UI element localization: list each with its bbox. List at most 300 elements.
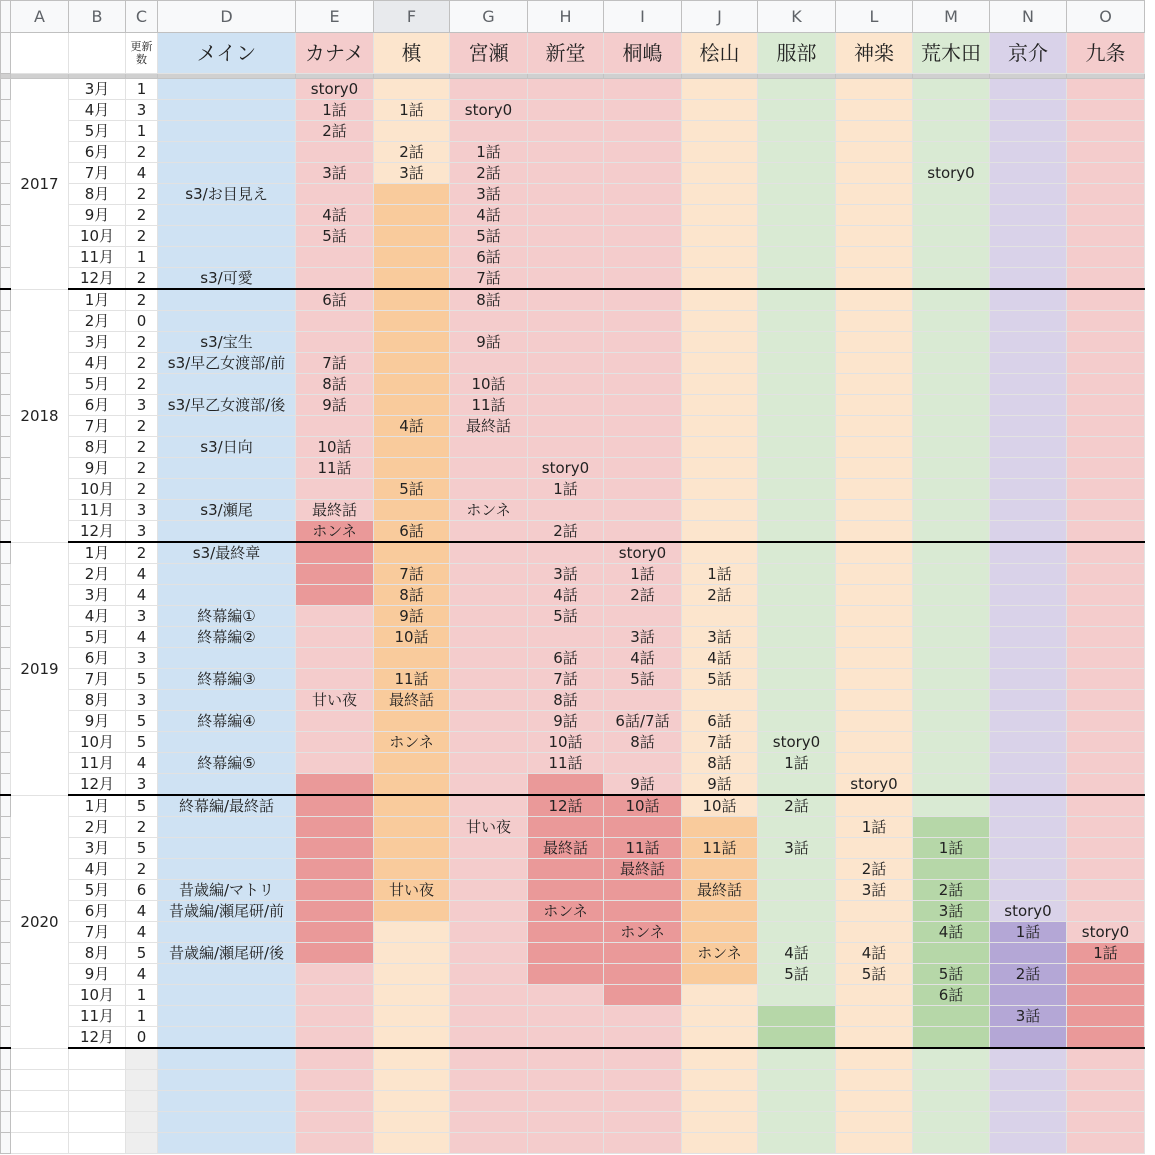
episode-cell[interactable]: [450, 774, 528, 796]
episode-cell[interactable]: [990, 732, 1067, 753]
main-story-cell[interactable]: [158, 774, 296, 796]
episode-cell[interactable]: [990, 585, 1067, 606]
update-count-cell[interactable]: 2: [126, 542, 158, 564]
episode-cell[interactable]: [528, 268, 604, 290]
episode-cell[interactable]: [682, 226, 758, 247]
blank-cell[interactable]: [758, 1133, 836, 1154]
month-cell[interactable]: 9月: [69, 458, 126, 479]
episode-cell[interactable]: 2話: [528, 521, 604, 543]
episode-cell[interactable]: 最終話: [296, 500, 374, 521]
blank-cell[interactable]: [450, 1048, 528, 1070]
episode-cell[interactable]: [990, 669, 1067, 690]
update-count-cell[interactable]: 5: [126, 669, 158, 690]
month-cell[interactable]: 3月: [69, 79, 126, 100]
episode-cell[interactable]: 5話: [296, 226, 374, 247]
episode-cell[interactable]: [682, 289, 758, 311]
main-story-cell[interactable]: [158, 985, 296, 1006]
episode-cell[interactable]: 6話: [296, 289, 374, 311]
update-count-cell[interactable]: 3: [126, 500, 158, 521]
episode-cell[interactable]: [836, 395, 913, 416]
month-cell[interactable]: 5月: [69, 627, 126, 648]
main-story-cell[interactable]: [158, 79, 296, 100]
episode-cell[interactable]: ホンネ: [604, 922, 682, 943]
month-cell[interactable]: 3月: [69, 332, 126, 353]
episode-cell[interactable]: 5話: [604, 669, 682, 690]
episode-cell[interactable]: [604, 79, 682, 100]
episode-cell[interactable]: [604, 353, 682, 374]
episode-cell[interactable]: [528, 1027, 604, 1049]
main-story-cell[interactable]: [158, 564, 296, 585]
blank-cell[interactable]: [682, 1112, 758, 1133]
episode-cell[interactable]: [682, 859, 758, 880]
episode-cell[interactable]: 最終話: [682, 880, 758, 901]
column-header-d[interactable]: D: [158, 1, 296, 33]
episode-cell[interactable]: [913, 247, 990, 268]
episode-cell[interactable]: [1067, 395, 1145, 416]
episode-cell[interactable]: [1067, 964, 1145, 985]
row-header[interactable]: [1, 774, 11, 796]
blank-cell[interactable]: [296, 1091, 374, 1112]
episode-cell[interactable]: [374, 226, 450, 247]
episode-cell[interactable]: 2話: [374, 142, 450, 163]
episode-cell[interactable]: story0: [1067, 922, 1145, 943]
episode-cell[interactable]: [990, 79, 1067, 100]
episode-cell[interactable]: 10話: [604, 795, 682, 817]
blank-cell[interactable]: [69, 1070, 126, 1091]
episode-cell[interactable]: [836, 437, 913, 458]
episode-cell[interactable]: [296, 964, 374, 985]
blank-cell[interactable]: [913, 1133, 990, 1154]
episode-cell[interactable]: [604, 226, 682, 247]
episode-cell[interactable]: [450, 964, 528, 985]
episode-cell[interactable]: [296, 711, 374, 732]
main-story-cell[interactable]: [158, 585, 296, 606]
update-count-cell[interactable]: 2: [126, 289, 158, 311]
episode-cell[interactable]: 8話: [296, 374, 374, 395]
month-cell[interactable]: 5月: [69, 880, 126, 901]
row-header[interactable]: [1, 521, 11, 543]
episode-cell[interactable]: [682, 184, 758, 205]
episode-cell[interactable]: [450, 1006, 528, 1027]
month-cell[interactable]: 11月: [69, 1006, 126, 1027]
episode-cell[interactable]: [528, 226, 604, 247]
episode-cell[interactable]: [528, 880, 604, 901]
episode-cell[interactable]: [913, 521, 990, 543]
row-header[interactable]: [1, 669, 11, 690]
episode-cell[interactable]: [604, 374, 682, 395]
episode-cell[interactable]: [758, 416, 836, 437]
episode-cell[interactable]: [682, 1027, 758, 1049]
episode-cell[interactable]: [990, 943, 1067, 964]
episode-cell[interactable]: [758, 268, 836, 290]
episode-cell[interactable]: [296, 732, 374, 753]
episode-cell[interactable]: [450, 711, 528, 732]
episode-cell[interactable]: [296, 774, 374, 796]
episode-cell[interactable]: [913, 753, 990, 774]
row-header[interactable]: [1, 648, 11, 669]
month-cell[interactable]: 12月: [69, 1027, 126, 1049]
episode-cell[interactable]: [1067, 985, 1145, 1006]
episode-cell[interactable]: 4話: [528, 585, 604, 606]
episode-cell[interactable]: [682, 268, 758, 290]
episode-cell[interactable]: [836, 1027, 913, 1049]
episode-cell[interactable]: [450, 121, 528, 142]
blank-cell[interactable]: [604, 1112, 682, 1133]
row-header[interactable]: [1, 964, 11, 985]
blank-cell[interactable]: [990, 1133, 1067, 1154]
update-count-header[interactable]: [126, 33, 158, 74]
blank-cell[interactable]: [11, 1091, 69, 1112]
month-cell[interactable]: 12月: [69, 521, 126, 543]
blank-cell[interactable]: [528, 1070, 604, 1091]
episode-cell[interactable]: [990, 795, 1067, 817]
episode-cell[interactable]: [836, 416, 913, 437]
column-header-j[interactable]: J: [682, 1, 758, 33]
episode-cell[interactable]: 3話: [836, 880, 913, 901]
episode-cell[interactable]: [913, 564, 990, 585]
episode-cell[interactable]: [1067, 753, 1145, 774]
episode-cell[interactable]: [374, 332, 450, 353]
episode-cell[interactable]: [528, 184, 604, 205]
episode-cell[interactable]: 最終話: [528, 838, 604, 859]
episode-cell[interactable]: 8話: [604, 732, 682, 753]
episode-cell[interactable]: [1067, 648, 1145, 669]
blank-cell[interactable]: [296, 1133, 374, 1154]
month-header-cell[interactable]: [69, 33, 126, 74]
episode-cell[interactable]: 5話: [836, 964, 913, 985]
row-header[interactable]: [1, 332, 11, 353]
episode-cell[interactable]: 2話: [913, 880, 990, 901]
episode-cell[interactable]: 6話: [682, 711, 758, 732]
episode-cell[interactable]: [990, 353, 1067, 374]
episode-cell[interactable]: [836, 542, 913, 564]
episode-cell[interactable]: ホンネ: [374, 732, 450, 753]
row-header[interactable]: [1, 479, 11, 500]
update-count-cell[interactable]: 1: [126, 985, 158, 1006]
main-story-cell[interactable]: [158, 121, 296, 142]
episode-cell[interactable]: [374, 774, 450, 796]
episode-cell[interactable]: [296, 142, 374, 163]
episode-cell[interactable]: story0: [758, 732, 836, 753]
episode-cell[interactable]: [758, 542, 836, 564]
episode-cell[interactable]: [528, 332, 604, 353]
episode-cell[interactable]: [758, 901, 836, 922]
episode-cell[interactable]: [990, 521, 1067, 543]
month-cell[interactable]: 1月: [69, 795, 126, 817]
main-story-cell[interactable]: [158, 205, 296, 226]
episode-cell[interactable]: 12話: [528, 795, 604, 817]
episode-cell[interactable]: [604, 184, 682, 205]
episode-cell[interactable]: 11話: [604, 838, 682, 859]
episode-cell[interactable]: [374, 648, 450, 669]
episode-cell[interactable]: 8話: [528, 690, 604, 711]
month-cell[interactable]: 8月: [69, 943, 126, 964]
row-header[interactable]: [1, 311, 11, 332]
update-count-cell[interactable]: 2: [126, 859, 158, 880]
episode-cell[interactable]: [604, 311, 682, 332]
episode-cell[interactable]: [296, 859, 374, 880]
episode-cell[interactable]: 11話: [528, 753, 604, 774]
blank-cell[interactable]: [11, 1070, 69, 1091]
character-header[interactable]: 京介: [990, 33, 1067, 74]
episode-cell[interactable]: [913, 1027, 990, 1049]
main-story-cell[interactable]: s3/お目見え: [158, 184, 296, 205]
month-cell[interactable]: 6月: [69, 901, 126, 922]
episode-cell[interactable]: [528, 964, 604, 985]
episode-cell[interactable]: [528, 205, 604, 226]
episode-cell[interactable]: [758, 142, 836, 163]
episode-cell[interactable]: [604, 247, 682, 268]
episode-cell[interactable]: [604, 753, 682, 774]
episode-cell[interactable]: [758, 374, 836, 395]
episode-cell[interactable]: [682, 458, 758, 479]
episode-cell[interactable]: [1067, 268, 1145, 290]
main-story-cell[interactable]: [158, 142, 296, 163]
episode-cell[interactable]: [836, 121, 913, 142]
episode-cell[interactable]: [604, 458, 682, 479]
episode-cell[interactable]: [990, 395, 1067, 416]
episode-cell[interactable]: [836, 332, 913, 353]
episode-cell[interactable]: [682, 964, 758, 985]
update-count-cell[interactable]: 5: [126, 732, 158, 753]
episode-cell[interactable]: [990, 859, 1067, 880]
blank-cell[interactable]: [374, 1070, 450, 1091]
episode-cell[interactable]: [296, 311, 374, 332]
row-header[interactable]: [1, 437, 11, 458]
episode-cell[interactable]: 11話: [374, 669, 450, 690]
update-count-cell[interactable]: 1: [126, 247, 158, 268]
blank-cell[interactable]: [758, 1091, 836, 1112]
episode-cell[interactable]: [682, 606, 758, 627]
episode-cell[interactable]: [990, 1027, 1067, 1049]
month-cell[interactable]: 8月: [69, 184, 126, 205]
episode-cell[interactable]: [1067, 163, 1145, 184]
episode-cell[interactable]: 3話: [913, 901, 990, 922]
main-story-cell[interactable]: s3/日向: [158, 437, 296, 458]
episode-cell[interactable]: [836, 711, 913, 732]
episode-cell[interactable]: [374, 395, 450, 416]
episode-cell[interactable]: [1067, 100, 1145, 121]
episode-cell[interactable]: [296, 943, 374, 964]
episode-cell[interactable]: story0: [450, 100, 528, 121]
blank-cell[interactable]: [1067, 1070, 1145, 1091]
episode-cell[interactable]: [836, 901, 913, 922]
episode-cell[interactable]: [604, 479, 682, 500]
episode-cell[interactable]: 6話: [450, 247, 528, 268]
episode-cell[interactable]: 3話: [758, 838, 836, 859]
episode-cell[interactable]: [604, 943, 682, 964]
episode-cell[interactable]: [296, 795, 374, 817]
episode-cell[interactable]: story0: [836, 774, 913, 796]
episode-cell[interactable]: [1067, 838, 1145, 859]
row-header[interactable]: [1, 1070, 11, 1091]
episode-cell[interactable]: [913, 669, 990, 690]
row-header[interactable]: [1, 458, 11, 479]
blank-cell[interactable]: [374, 1091, 450, 1112]
episode-cell[interactable]: 1話: [836, 817, 913, 838]
episode-cell[interactable]: [374, 205, 450, 226]
episode-cell[interactable]: 最終話: [604, 859, 682, 880]
episode-cell[interactable]: 6話/7話: [604, 711, 682, 732]
episode-cell[interactable]: ホンネ: [296, 521, 374, 543]
blank-cell[interactable]: [126, 1112, 158, 1133]
main-story-cell[interactable]: 終幕編③: [158, 669, 296, 690]
row-header[interactable]: [1, 1027, 11, 1049]
episode-cell[interactable]: [758, 774, 836, 796]
episode-cell[interactable]: [604, 1027, 682, 1049]
episode-cell[interactable]: 1話: [990, 922, 1067, 943]
episode-cell[interactable]: [836, 268, 913, 290]
episode-cell[interactable]: [374, 121, 450, 142]
episode-cell[interactable]: [758, 500, 836, 521]
month-cell[interactable]: 7月: [69, 922, 126, 943]
episode-cell[interactable]: 9話: [450, 332, 528, 353]
episode-cell[interactable]: [604, 395, 682, 416]
blank-cell[interactable]: [682, 1091, 758, 1112]
blank-cell[interactable]: [682, 1048, 758, 1070]
episode-cell[interactable]: [604, 121, 682, 142]
episode-cell[interactable]: ホンネ: [528, 901, 604, 922]
blank-cell[interactable]: [1067, 1091, 1145, 1112]
episode-cell[interactable]: [913, 437, 990, 458]
month-cell[interactable]: 10月: [69, 226, 126, 247]
main-story-cell[interactable]: s3/早乙女渡部/前: [158, 353, 296, 374]
column-header-h[interactable]: H: [528, 1, 604, 33]
episode-cell[interactable]: [990, 289, 1067, 311]
episode-cell[interactable]: [450, 838, 528, 859]
episode-cell[interactable]: [1067, 564, 1145, 585]
episode-cell[interactable]: [990, 838, 1067, 859]
episode-cell[interactable]: [758, 437, 836, 458]
blank-cell[interactable]: [528, 1133, 604, 1154]
episode-cell[interactable]: [913, 943, 990, 964]
episode-cell[interactable]: [374, 711, 450, 732]
episode-cell[interactable]: [913, 859, 990, 880]
episode-cell[interactable]: [1067, 79, 1145, 100]
episode-cell[interactable]: [836, 521, 913, 543]
row-header[interactable]: [1, 922, 11, 943]
row-header[interactable]: [1, 500, 11, 521]
episode-cell[interactable]: [990, 542, 1067, 564]
episode-cell[interactable]: [682, 247, 758, 268]
character-header[interactable]: 新堂: [528, 33, 604, 74]
episode-cell[interactable]: [1067, 311, 1145, 332]
row-header[interactable]: [1, 1006, 11, 1027]
episode-cell[interactable]: [1067, 226, 1145, 247]
episode-cell[interactable]: 5話: [758, 964, 836, 985]
episode-cell[interactable]: 3話: [682, 627, 758, 648]
blank-cell[interactable]: [69, 1048, 126, 1070]
column-header-k[interactable]: K: [758, 1, 836, 33]
main-story-cell[interactable]: [158, 859, 296, 880]
column-header-b[interactable]: B: [69, 1, 126, 33]
episode-cell[interactable]: [836, 100, 913, 121]
main-story-cell[interactable]: [158, 1027, 296, 1049]
episode-cell[interactable]: [528, 247, 604, 268]
episode-cell[interactable]: [1067, 437, 1145, 458]
episode-cell[interactable]: [913, 458, 990, 479]
episode-cell[interactable]: [913, 100, 990, 121]
update-count-cell[interactable]: 2: [126, 184, 158, 205]
episode-cell[interactable]: [682, 985, 758, 1006]
episode-cell[interactable]: [528, 542, 604, 564]
blank-cell[interactable]: [158, 1133, 296, 1154]
update-count-cell[interactable]: 2: [126, 268, 158, 290]
episode-cell[interactable]: 1話: [913, 838, 990, 859]
episode-cell[interactable]: [913, 690, 990, 711]
episode-cell[interactable]: [528, 100, 604, 121]
episode-cell[interactable]: [990, 142, 1067, 163]
episode-cell[interactable]: [990, 374, 1067, 395]
episode-cell[interactable]: [990, 690, 1067, 711]
episode-cell[interactable]: [913, 479, 990, 500]
episode-cell[interactable]: [682, 163, 758, 184]
update-count-cell[interactable]: 4: [126, 901, 158, 922]
main-story-cell[interactable]: [158, 1006, 296, 1027]
episode-cell[interactable]: [913, 732, 990, 753]
month-cell[interactable]: 10月: [69, 732, 126, 753]
main-story-cell[interactable]: 終幕編①: [158, 606, 296, 627]
episode-cell[interactable]: [1067, 121, 1145, 142]
episode-cell[interactable]: [528, 859, 604, 880]
episode-cell[interactable]: [1067, 669, 1145, 690]
episode-cell[interactable]: [990, 817, 1067, 838]
row-header[interactable]: [1, 416, 11, 437]
episode-cell[interactable]: [913, 648, 990, 669]
episode-cell[interactable]: [990, 564, 1067, 585]
blank-cell[interactable]: [158, 1048, 296, 1070]
blank-cell[interactable]: [604, 1048, 682, 1070]
episode-cell[interactable]: [1067, 416, 1145, 437]
blank-cell[interactable]: [758, 1070, 836, 1091]
update-count-cell[interactable]: 4: [126, 585, 158, 606]
main-story-cell[interactable]: [158, 479, 296, 500]
main-story-cell[interactable]: [158, 838, 296, 859]
column-header-f[interactable]: F: [374, 1, 450, 33]
episode-cell[interactable]: [374, 247, 450, 268]
update-count-cell[interactable]: 4: [126, 964, 158, 985]
update-count-cell[interactable]: 2: [126, 437, 158, 458]
month-cell[interactable]: 1月: [69, 542, 126, 564]
month-cell[interactable]: 11月: [69, 247, 126, 268]
row-header[interactable]: [1, 247, 11, 268]
episode-cell[interactable]: 1話: [296, 100, 374, 121]
update-count-cell[interactable]: 2: [126, 332, 158, 353]
episode-cell[interactable]: 11話: [450, 395, 528, 416]
character-header[interactable]: 桧山: [682, 33, 758, 74]
character-header[interactable]: 宮瀬: [450, 33, 528, 74]
episode-cell[interactable]: [990, 184, 1067, 205]
episode-cell[interactable]: [528, 1006, 604, 1027]
update-count-cell[interactable]: 2: [126, 416, 158, 437]
episode-cell[interactable]: 10話: [374, 627, 450, 648]
episode-cell[interactable]: 8話: [682, 753, 758, 774]
episode-cell[interactable]: [682, 922, 758, 943]
episode-cell[interactable]: 5話: [682, 669, 758, 690]
update-count-cell[interactable]: 5: [126, 795, 158, 817]
main-story-cell[interactable]: 終幕編⑤: [158, 753, 296, 774]
episode-cell[interactable]: [604, 163, 682, 184]
main-story-cell[interactable]: s3/最終章: [158, 542, 296, 564]
character-header[interactable]: 九条: [1067, 33, 1145, 74]
episode-cell[interactable]: [682, 100, 758, 121]
episode-cell[interactable]: [990, 606, 1067, 627]
episode-cell[interactable]: [836, 142, 913, 163]
episode-cell[interactable]: 4話: [836, 943, 913, 964]
episode-cell[interactable]: 7話: [450, 268, 528, 290]
episode-cell[interactable]: [450, 753, 528, 774]
episode-cell[interactable]: 1話: [682, 564, 758, 585]
